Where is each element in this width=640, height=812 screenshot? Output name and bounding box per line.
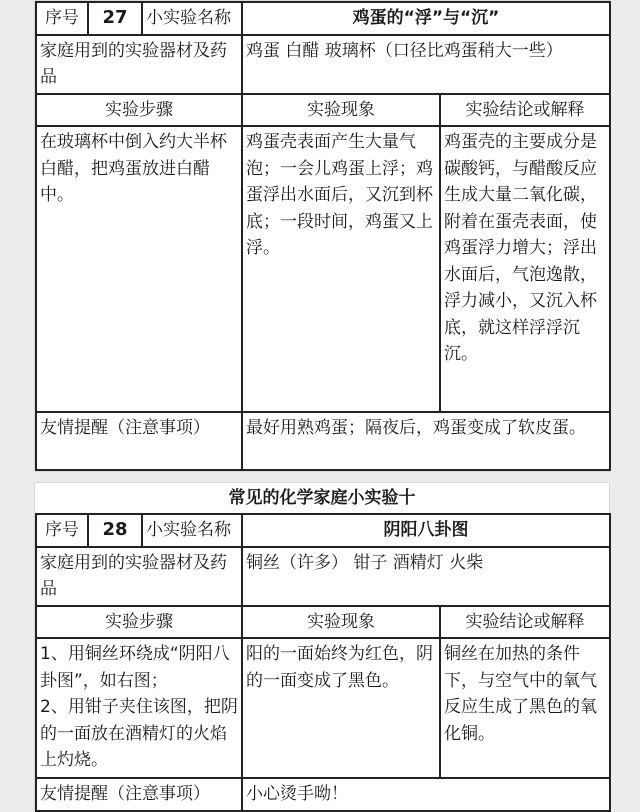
- experiment-card-28: [34, 482, 610, 811]
- conclusion-cell: 鸡蛋壳的主要成分是碳酸钙，与醋酸反应生成大量二氧化碳，附着在蛋壳表面，使鸡蛋浮力增大；浮出水面后，气泡逸散，浮力减小，又沉入杯底，就这样浮浮沉沉。: [440, 126, 610, 412]
- materials-value: 铜丝（许多） 钳子 酒精灯 火柴: [242, 547, 610, 606]
- tips-value: 小心烫手呦！: [242, 778, 610, 811]
- experiment-name: 阴阳八卦图: [242, 514, 610, 547]
- tips-label: 友情提醒（注意事项）: [36, 412, 242, 470]
- tips-label: 友情提醒（注意事项）: [36, 778, 242, 811]
- steps-cell: 1、用铜丝环绕成“阴阳八卦图”，如右图； 2、用钳子夹住该图，把阴的一面放在酒精灯的火焰上灼烧。: [36, 638, 242, 778]
- section-heading: 常见的化学家庭小实验十: [228, 488, 416, 508]
- column-header-phenomenon: 实验现象: [242, 606, 440, 639]
- conclusion-cell: 铜丝在加热的条件下，与空气中的氧气反应生成了黑色的氧化铜。: [440, 638, 610, 778]
- column-header-steps: 实验步骤: [36, 94, 242, 127]
- column-header-conclusion: 实验结论或解释: [440, 94, 610, 127]
- materials-label: 家庭用到的实验器材及药品: [36, 547, 242, 606]
- phenomenon-cell: 阳的一面始终为红色，阴的一面变成了黑色。: [242, 638, 440, 778]
- number-label: 序号: [36, 2, 88, 35]
- steps-cell: 在玻璃杯中倒入约大半杯白醋，把鸡蛋放进白醋中。: [36, 126, 242, 412]
- tips-value: 最好用熟鸡蛋；隔夜后，鸡蛋变成了软皮蛋。: [242, 412, 610, 470]
- experiment-number: 27: [88, 2, 142, 35]
- column-header-phenomenon: 实验现象: [242, 94, 440, 127]
- experiment-table-27: [35, 1, 611, 471]
- experiment-table-28: [35, 513, 611, 812]
- column-header-conclusion: 实验结论或解释: [440, 606, 610, 639]
- number-label: 序号: [36, 514, 88, 547]
- column-header-steps: 实验步骤: [36, 606, 242, 639]
- experiment-number: 28: [88, 514, 142, 547]
- phenomenon-cell: 鸡蛋壳表面产生大量气泡；一会儿鸡蛋上浮；鸡蛋浮出水面后，又沉到杯底；一段时间，鸡蛋又上浮。: [242, 126, 440, 412]
- experiment-card-27: [34, 0, 610, 472]
- materials-value: 鸡蛋 白醋 玻璃杯（口径比鸡蛋稍大一些）: [242, 35, 610, 94]
- name-label: 小实验名称: [142, 514, 242, 547]
- name-label: 小实验名称: [142, 2, 242, 35]
- experiment-name: 鸡蛋的“浮”与“沉”: [242, 2, 610, 35]
- materials-label: 家庭用到的实验器材及药品: [36, 35, 242, 94]
